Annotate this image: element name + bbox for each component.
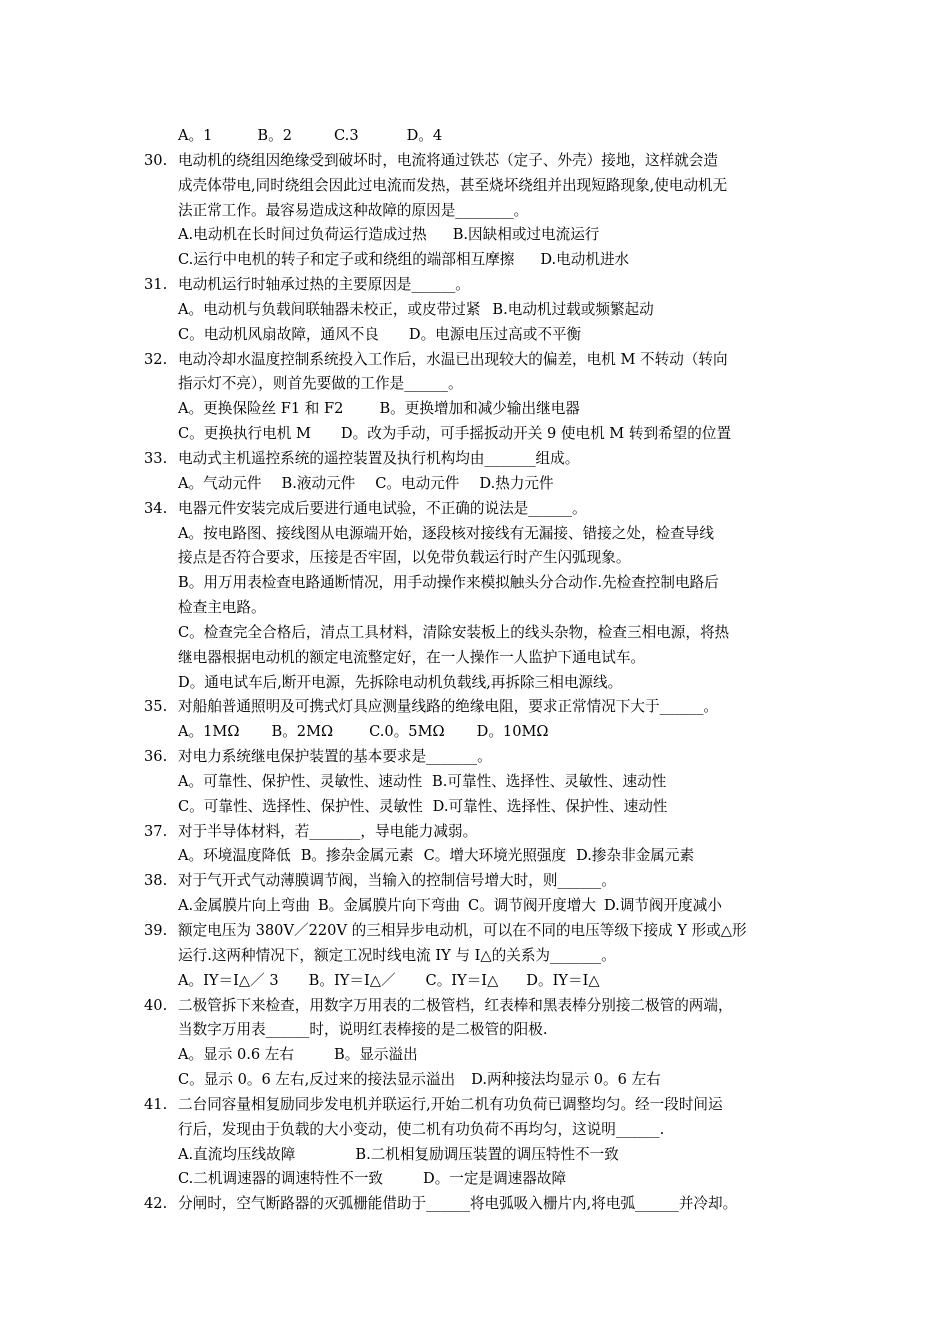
text-line (144, 1018, 812, 1043)
option-text: A。可靠性、保护性、灵敏性、速动性 (178, 772, 423, 790)
option-text: C。IY＝I△ (425, 971, 499, 989)
text-line (144, 621, 812, 646)
option-text: A。1 (178, 127, 213, 144)
question-line (144, 919, 812, 944)
option-text: A。IY＝I△／ 3 (178, 971, 279, 989)
question-line (144, 994, 812, 1019)
line-text: 电动冷却水温度控制系统投入工作后，水温已出现较大的偏差，电机 M 不转动（转向 (178, 350, 728, 368)
question-number: 40. (144, 996, 168, 1014)
text-line (144, 1118, 812, 1143)
question-number: 35. (144, 698, 168, 716)
question-number: 31. (144, 276, 168, 294)
option-text: C。显示 0。6 左右,反过来的接法显示溢出 (178, 1071, 456, 1089)
options-line (144, 323, 812, 348)
line-text: 运行.这两种情况下，额定工况时线电流 IY 与 I△的关系为_______。 (178, 946, 616, 964)
text-line (144, 596, 812, 621)
option-text: D.热力元件 (479, 474, 554, 492)
question-line (144, 820, 812, 845)
text-line (144, 372, 812, 397)
option-text: B。金属膜片向下弯曲 (317, 897, 461, 915)
options-line (144, 1143, 812, 1168)
line-text: 当数字万用表______时，说明红表棒接的是二极管的阳极. (178, 1021, 548, 1039)
question-number: 30. (144, 151, 168, 169)
options-line (144, 422, 812, 447)
line-text: 行后，发现由于负载的大小变动，使二机有功负荷不再均匀，这说明______. (178, 1120, 665, 1138)
line-text: 电动机运行时轴承过热的主要原因是______。 (178, 276, 470, 294)
line-text: 对于半导体材料，若_______，导电能力减弱。 (178, 822, 478, 840)
option-text: B.可靠性、选择性、灵敏性、速动性 (432, 772, 667, 790)
line-text: 电动式主机遥控系统的遥控装置及执行机构均由_______组成。 (178, 449, 580, 467)
option-text: C。调节阀开度增大 (468, 897, 596, 915)
option-text: D。改为手动，可手摇扳动开关 9 使电机 M 转到希望的位置 (340, 425, 732, 443)
options-line (144, 1167, 812, 1192)
line-text: B。用万用表检查电路通断情况，用手动操作来模拟触头分合动作.先检查控制电路后 (178, 574, 719, 592)
line-text: 二极管拆下来检查，用数字万用表的二极管档，红表棒和黑表棒分别接二极管的两端， (178, 996, 733, 1014)
options-line (144, 397, 812, 422)
options-line (144, 248, 812, 273)
option-text: C。可靠性、选择性、保护性、灵敏性 (178, 797, 423, 815)
option-text: A.电动机在长时间过负荷运行造成过热 (178, 226, 427, 244)
question-number: 41. (144, 1095, 168, 1113)
option-text: A。电动机与负载间联轴器未校正，或皮带过紧 (178, 300, 481, 318)
question-number: 34. (144, 499, 168, 517)
options-line (144, 770, 812, 795)
options-line (144, 1043, 812, 1068)
option-text: D。电源电压过高或不平衡 (408, 325, 582, 343)
option-text: C。增大环境光照强度 (423, 847, 567, 865)
line-text: 二台同容量相复励同步发电机并联运行,开始二机有功负荷已调整均匀。经一段时间运 (178, 1095, 723, 1113)
line-text: 电器元件安装完成后要进行通电试验，不正确的说法是______。 (178, 499, 587, 517)
line-text: 指示灯不亮），则首先要做的工作是______。 (178, 375, 463, 393)
option-text: B.二机相复励调压装置的调压特性不一致 (355, 1145, 619, 1163)
question-list (144, 124, 812, 1217)
option-text: C.运行中电机的转子和定子或和绕组的端部相互摩擦 (178, 251, 515, 269)
options-line (144, 124, 812, 149)
question-number: 39. (144, 922, 168, 939)
text-line (144, 571, 812, 596)
options-line (144, 1068, 812, 1093)
option-text: D.可靠性、选择性、保护性、速动性 (432, 797, 668, 815)
line-text: 分闸时，空气断路器的灭弧栅能借助于______将电弧吸入栅片内,将电弧______并冷却。 (178, 1195, 738, 1213)
option-text: A.金属膜片向上弯曲 (178, 897, 310, 915)
option-text: B.电动机过载或频繁起动 (492, 300, 654, 318)
text-line (144, 174, 812, 199)
option-text: C.二机调速器的调速特性不一致 (178, 1170, 384, 1188)
option-text: A。环境温度降低 (178, 847, 291, 865)
line-text: 对于气开式气动薄膜调节阀，当输入的控制信号增大时，则______。 (178, 872, 616, 890)
option-text: B。更换增加和减少输出继电器 (379, 400, 580, 418)
option-text: D.两种接法均显示 0。6 左右 (471, 1071, 661, 1089)
option-text: C.3 (334, 127, 359, 144)
question-line (144, 1093, 812, 1118)
option-text: A.直流均压线故障 (178, 1145, 296, 1163)
text-line (144, 646, 812, 671)
option-text: D。4 (406, 127, 443, 144)
line-text: 检查主电路。 (178, 599, 266, 617)
line-text: 额定电压为 380V／220V 的三相异步电动机，可以在不同的电压等级下接成 Y 形或△形 (178, 922, 747, 939)
options-line (144, 720, 812, 745)
question-line (144, 273, 812, 298)
line-text: 法正常工作。最容易造成这种故障的原因是________。 (178, 201, 529, 219)
question-line (144, 695, 812, 720)
question-line (144, 447, 812, 472)
line-text: 成壳体带电,同时绕组会因此过电流而发热，甚至烧坏绕组并出现短路现象,使电动机无 (178, 176, 728, 194)
line-text: C。检查完全合格后，清点工具材料，清除安装板上的线头杂物，检查三相电源，将热 (178, 623, 730, 641)
question-line (144, 869, 812, 894)
question-line (144, 1192, 812, 1217)
options-line (144, 223, 812, 248)
text-line (144, 671, 812, 696)
question-number: 36. (144, 748, 168, 766)
line-text: 对船舶普通照明及可携式灯具应测量线路的绝缘电阻，要求正常情况下大于______。 (178, 698, 718, 716)
option-text: B.液动元件 (281, 474, 356, 492)
option-text: C。电动机风扇故障，通风不良 (178, 325, 379, 343)
line-text: 电动机的绕组因绝缘受到破坏时，电流将通过铁芯（定子、外壳）接地，这样就会造 (178, 151, 718, 169)
option-text: D.调节阀开度减小 (603, 897, 722, 915)
option-text: C.0。5MΩ (369, 723, 445, 741)
option-text: B。IY＝I△／ (308, 971, 396, 989)
options-line (144, 472, 812, 497)
text-line (144, 199, 812, 224)
option-text: D。IY＝I△ (526, 971, 600, 989)
option-text: A。气动元件 (178, 474, 262, 492)
options-line (144, 795, 812, 820)
options-line (144, 894, 812, 919)
option-text: A。更换保险丝 F1 和 F2 (178, 400, 344, 418)
question-number: 38. (144, 872, 168, 890)
option-text: B.因缺相或过电流运行 (452, 226, 600, 244)
options-line (144, 298, 812, 323)
question-line (144, 149, 812, 174)
option-text: A。显示 0.6 左右 (178, 1046, 294, 1064)
option-text: C。电动元件 (375, 474, 460, 492)
question-number: 42. (144, 1195, 168, 1213)
text-line (144, 546, 812, 571)
question-line (144, 348, 812, 373)
option-text: D.掺杂非金属元素 (576, 847, 695, 865)
line-text: D。通电试车后,断开电源，先拆除电动机负载线,再拆除三相电源线。 (178, 673, 623, 691)
line-text: 对电力系统继电保护装置的基本要求是_______。 (178, 748, 492, 766)
option-text: C。更换执行电机 M (178, 425, 311, 443)
text-line (144, 522, 812, 547)
option-text: A。1MΩ (178, 723, 240, 741)
option-text: D。10MΩ (476, 723, 549, 741)
option-text: D。一定是调速器故障 (423, 1170, 567, 1188)
line-text: 继电器根据电动机的额定电流整定好，在一人操作一人监护下通电试车。 (178, 648, 646, 666)
question-number: 32. (144, 350, 168, 368)
text-line (144, 944, 812, 969)
line-text: A。按电路图、接线图从电源端开始，逐段核对接线有无漏接、错接之处，检查导线 (178, 524, 714, 542)
options-line (144, 844, 812, 869)
question-line (144, 497, 812, 522)
option-text: D.电动机进水 (540, 251, 630, 269)
question-number: 33. (144, 449, 168, 467)
option-text: B。2 (257, 127, 293, 144)
question-line (144, 745, 812, 770)
question-number: 37. (144, 822, 168, 840)
line-text: 接点是否符合要求，压接是否牢固，以免带负载运行时产生闪弧现象。 (178, 549, 631, 567)
options-line (144, 969, 812, 994)
option-text: B。2MΩ (271, 723, 334, 741)
option-text: B。掺杂金属元素 (300, 847, 414, 865)
option-text: B。显示溢出 (334, 1046, 418, 1064)
